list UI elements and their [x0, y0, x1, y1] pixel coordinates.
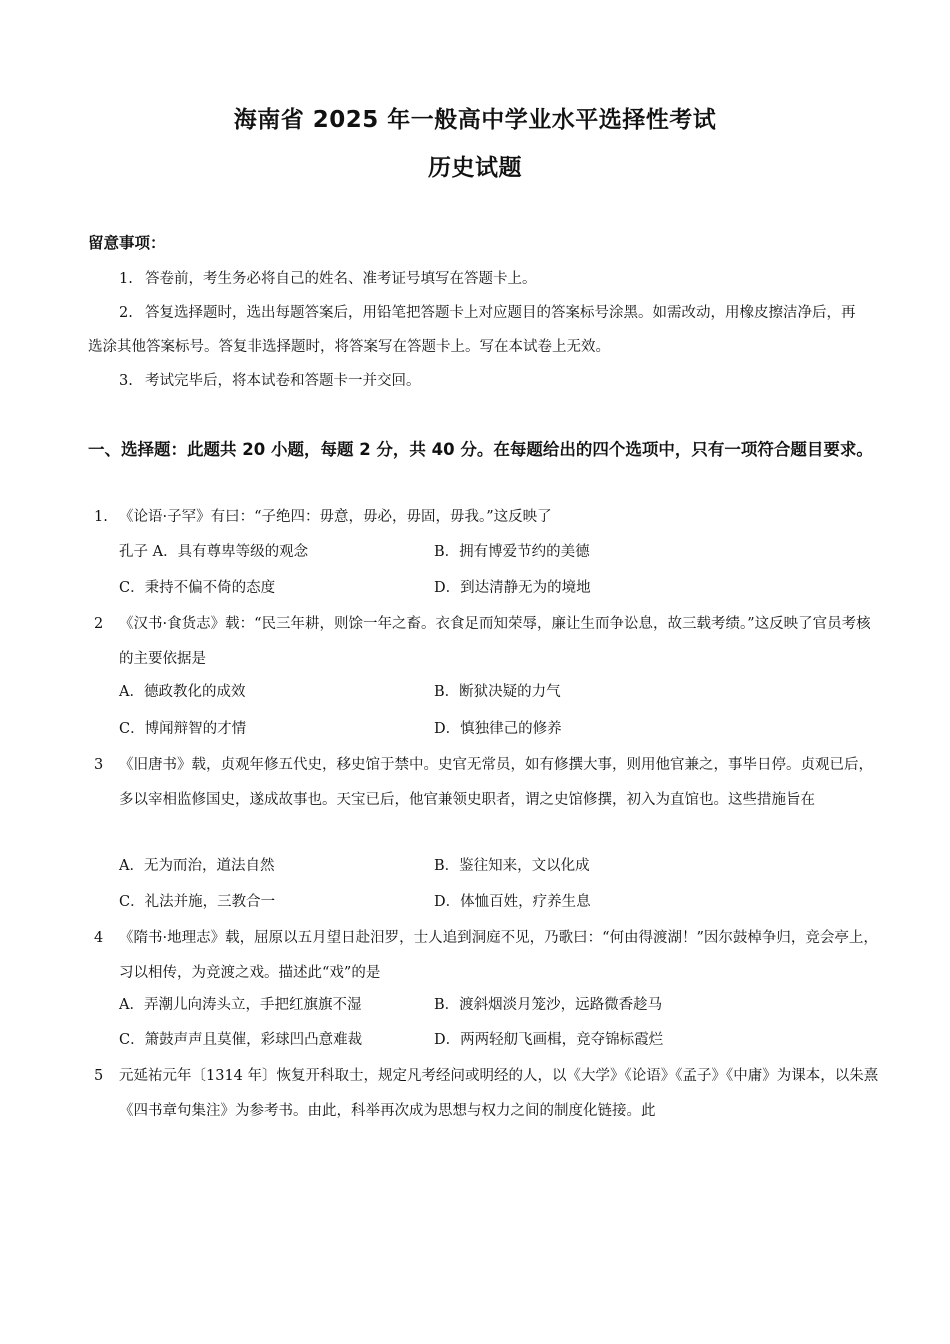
note-number: 1.: [119, 271, 133, 287]
option-letter: C．: [119, 721, 145, 737]
option-text: 具有尊卑等级的观念: [177, 544, 309, 560]
section-heading: 一、选择题：此题共 20 小题，每题 2 分，共 40 分。在每题给出的四个选项中，只有一项符合题目要求。: [88, 440, 873, 459]
question-stem: [94, 748, 881, 818]
question-number: 4: [94, 930, 104, 946]
option-letter: A．: [119, 684, 144, 700]
option-text: 德政教化的成效: [143, 684, 246, 700]
option-text: 到达清静无为的境地: [460, 580, 591, 596]
option-d: [434, 571, 591, 606]
option-letter: D．: [434, 721, 461, 737]
option-text: 渡斜烟淡月笼沙，远路微香趁马: [459, 997, 663, 1013]
option-c: [119, 712, 246, 747]
question-number: 5: [94, 1068, 104, 1084]
option-a: [119, 675, 245, 710]
question-text: 元延祐元年〔1314 年〕恢复开科取士，规定凡考经问或明经的人，以《大学》《论语》《孟子》《中庸》为课本，以朱熹《四书章句集注》为参考书。由此，科举再次成为思想与权力之间的制度化链接。此: [119, 1068, 879, 1119]
option-text: 博闻辩智的才情: [144, 721, 247, 737]
question-stem: [94, 607, 881, 677]
note-number: 2.: [119, 305, 133, 321]
option-letter: D．: [434, 894, 461, 910]
option-letter: B．: [434, 684, 460, 700]
note-text: 考试完毕后，将本试卷和答题卡一并交回。: [145, 373, 421, 389]
option-text: 鉴往知来，文以化成: [459, 858, 590, 874]
question-text: 《论语·子罕》有曰：“子绝四：毋意，毋必，毋固，毋我。”这反映了: [119, 509, 552, 525]
option-letter: C．: [119, 580, 145, 596]
question-number: 2: [94, 616, 104, 632]
notes-heading: 留意事项：: [88, 234, 166, 252]
question-stem: [94, 1059, 881, 1129]
option-text: 弄潮儿向涛头立，手把红旗旗不湿: [143, 997, 362, 1013]
question-number: 3: [94, 757, 104, 773]
option-a: [119, 988, 361, 1023]
option-letter: A．: [119, 858, 144, 874]
note-item: [88, 262, 858, 296]
option-b: [434, 988, 662, 1023]
option-text: 箫鼓声声且莫催，彩球凹凸意难裁: [144, 1032, 363, 1048]
option-b: [434, 535, 590, 570]
option-text: 秉持不偏不倚的态度: [144, 580, 276, 596]
option-c: [119, 885, 275, 920]
option-letter: B．: [434, 858, 460, 874]
option-b: [434, 849, 590, 884]
option-letter: 孔子 A．: [119, 544, 178, 560]
note-text: 答卷前，考生务必将自己的姓名、准考证号填写在答题卡上。: [145, 271, 537, 287]
option-text: 无为而治，道法自然: [143, 858, 275, 874]
option-a: [119, 535, 308, 570]
option-c: [119, 571, 275, 606]
question-text: 《汉书·食货志》载：“民三年耕，则馀一年之畜。衣食足而知荣辱，廉让生而争讼息，故三载考绩。”这反映了官员考核的主要依据是: [119, 616, 871, 667]
option-letter: D．: [434, 1032, 461, 1048]
option-c: [119, 1023, 362, 1058]
note-number: 3.: [119, 373, 133, 389]
option-d: [434, 712, 562, 747]
option-b: [434, 675, 561, 710]
question-stem: [94, 500, 881, 535]
note-item: [88, 296, 858, 364]
option-text: 断狱决疑的力气: [459, 684, 561, 700]
option-letter: C．: [119, 1032, 145, 1048]
option-d: [434, 885, 591, 920]
option-text: 礼法并施，三教合一: [144, 894, 276, 910]
question-stem: [94, 921, 881, 991]
option-text: 体恤百姓，疗养生息: [460, 894, 591, 910]
option-text: 两两轻舠飞画楫，竞夺锦标霞烂: [460, 1032, 664, 1048]
option-letter: A．: [119, 997, 144, 1013]
question-number: 1.: [94, 509, 108, 525]
question-text: 《隋书·地理志》载，屈原以五月望日赴汨罗，士人追到洞庭不见，乃歌曰：“何由得渡湖！”因尔鼓棹争归，竞会亭上，习以相传，为竞渡之戏。描述此“戏”的是: [119, 930, 878, 981]
note-item: [88, 364, 858, 398]
option-letter: B．: [434, 544, 460, 560]
option-text: 拥有博爱节约的美德: [459, 544, 590, 560]
question-text: 《旧唐书》载，贞观年修五代史，移史馆于禁中。史官无常员，如有修撰大事，则用他官兼之，事毕日停。贞观已后，多以宰相监修国史，遂成故事也。天宝已后，他官兼领史职者，谓之史馆修撰，初入为直馆也。这些措施旨在: [119, 757, 873, 808]
note-text: 答复选择题时，选出每题答案后，用铅笔把答题卡上对应题目的答案标号涂黑。如需改动，用橡皮擦洁净后，再选涂其他答案标号。答复非选择题时，将答案写在答题卡上。写在本试卷上无效。: [88, 305, 856, 355]
option-letter: B．: [434, 997, 460, 1013]
exam-title: 海南省 2025 年一般高中学业水平选择性考试: [233, 107, 717, 133]
option-letter: C．: [119, 894, 145, 910]
option-letter: D．: [434, 580, 461, 596]
option-d: [434, 1023, 663, 1058]
option-a: [119, 849, 274, 884]
option-text: 慎独律己的修养: [460, 721, 562, 737]
exam-subject: 历史试题: [428, 155, 522, 181]
